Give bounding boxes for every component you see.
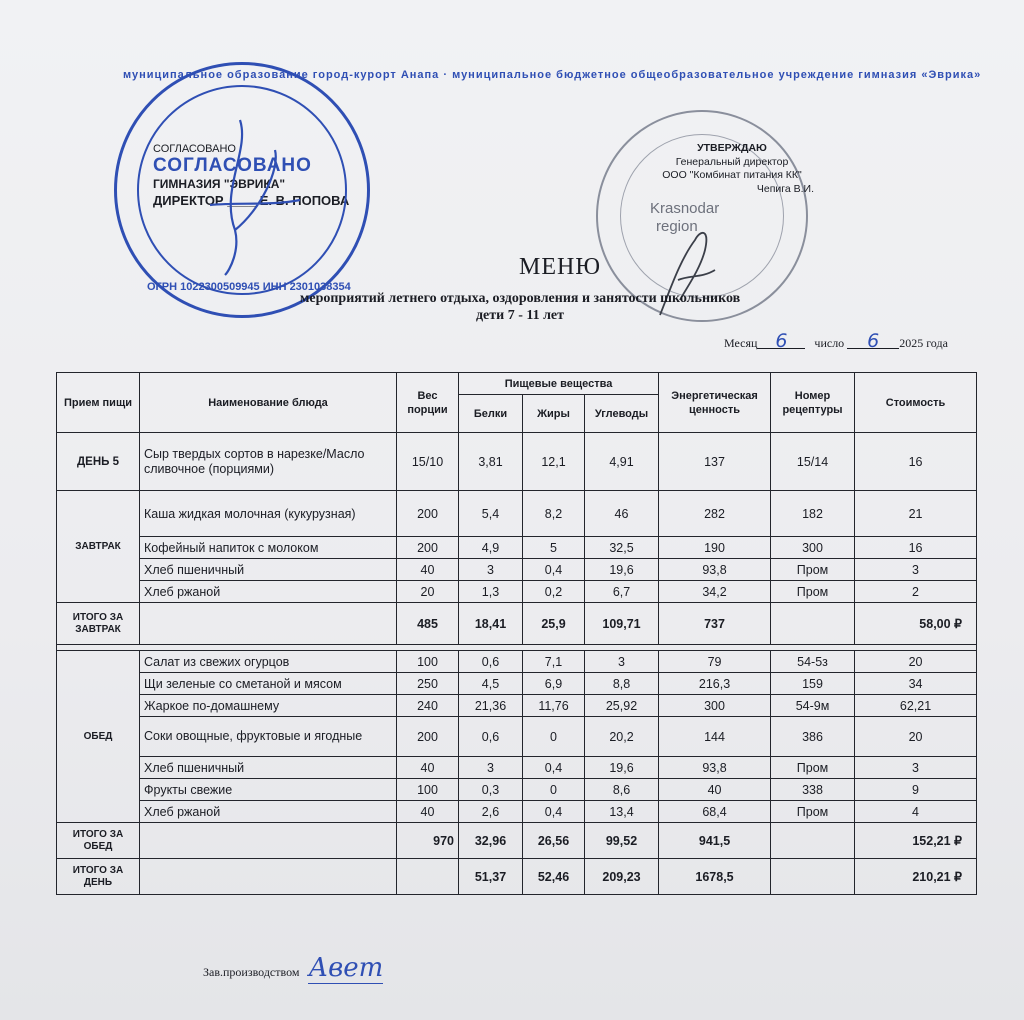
table-row	[57, 581, 977, 603]
table-row	[57, 537, 977, 559]
fat-cell: 25,9	[523, 603, 585, 645]
approval-title: УТВЕРЖДАЮ	[697, 142, 767, 154]
recipe-cell: 159	[771, 673, 855, 695]
recipe-cell: 338	[771, 779, 855, 801]
cost-cell: 2	[855, 581, 977, 603]
stamp-region-line1: Krasnodar	[650, 200, 720, 217]
protein-cell: 0,6	[459, 717, 523, 757]
fat-cell: 6,9	[523, 673, 585, 695]
dish-cell-empty	[140, 603, 397, 645]
carbs-cell: 20,2	[585, 717, 659, 757]
approval-org: ООО "Комбинат питания КК"	[662, 169, 802, 181]
dish-cell-empty	[140, 859, 397, 895]
weight-cell: 240	[397, 695, 459, 717]
weight-cell: 200	[397, 717, 459, 757]
energy-cell: 79	[659, 651, 771, 673]
dish-cell: Хлеб ржаной	[140, 581, 397, 603]
protein-cell: 4,5	[459, 673, 523, 695]
recipe-cell-empty	[771, 859, 855, 895]
fat-cell: 52,46	[523, 859, 585, 895]
date-line	[724, 330, 984, 352]
cost-cell: 3	[855, 559, 977, 581]
recipe-cell-empty	[771, 823, 855, 859]
dish-cell: Хлеб пшеничный	[140, 559, 397, 581]
energy-cell: 68,4	[659, 801, 771, 823]
total-row-lunch	[57, 823, 977, 859]
approval-block	[642, 142, 822, 196]
stamp-org-name: ГИМНАЗИЯ "ЭВРИКА"	[153, 177, 286, 191]
cost-cell: 20	[855, 651, 977, 673]
document-subtitle	[250, 290, 790, 324]
fat-cell: 0,4	[523, 559, 585, 581]
recipe-cell: Пром	[771, 757, 855, 779]
table-row	[57, 717, 977, 757]
cost-cell: 21	[855, 491, 977, 537]
fat-cell: 7,1	[523, 651, 585, 673]
energy-cell: 1678,5	[659, 859, 771, 895]
weight-cell-empty	[397, 859, 459, 895]
recipe-cell: 386	[771, 717, 855, 757]
weight-cell: 100	[397, 651, 459, 673]
carbs-cell: 8,8	[585, 673, 659, 695]
table-row	[57, 779, 977, 801]
recipe-cell: 54-5з	[771, 651, 855, 673]
dish-cell: Фрукты свежие	[140, 779, 397, 801]
cost-cell: 9	[855, 779, 977, 801]
fat-cell: 0	[523, 779, 585, 801]
protein-cell: 3	[459, 757, 523, 779]
protein-cell: 51,37	[459, 859, 523, 895]
recipe-cell: 15/14	[771, 433, 855, 491]
cost-cell: 20	[855, 717, 977, 757]
energy-cell: 190	[659, 537, 771, 559]
protein-cell: 3	[459, 559, 523, 581]
energy-cell: 216,3	[659, 673, 771, 695]
weight-cell: 100	[397, 779, 459, 801]
document-title: МЕНЮ	[519, 254, 601, 280]
stamp-director: ДИРЕКТОР ____ Е. В. ПОПОВА	[153, 193, 350, 208]
fat-cell: 0,4	[523, 757, 585, 779]
weight-cell: 40	[397, 801, 459, 823]
carbs-cell: 25,92	[585, 695, 659, 717]
fat-cell: 0,2	[523, 581, 585, 603]
carbs-cell: 19,6	[585, 559, 659, 581]
dish-cell: Щи зеленые со сметаной и мясом	[140, 673, 397, 695]
cost-cell: 3	[855, 757, 977, 779]
cost-cell: 58,00 ₽	[855, 603, 977, 645]
fat-cell: 26,56	[523, 823, 585, 859]
fat-cell: 8,2	[523, 491, 585, 537]
total-label-day: ИТОГО ЗА ДЕНЬ	[57, 859, 140, 895]
carbs-cell: 32,5	[585, 537, 659, 559]
section-breakfast: ЗАВТРАК	[57, 491, 140, 603]
table-row	[57, 801, 977, 823]
carbs-cell: 99,52	[585, 823, 659, 859]
energy-cell: 300	[659, 695, 771, 717]
weight-cell: 250	[397, 673, 459, 695]
weight-cell: 20	[397, 581, 459, 603]
carbs-cell: 46	[585, 491, 659, 537]
recipe-cell: Пром	[771, 581, 855, 603]
stamp-registration-numbers: ОГРН 1022300509945 ИНН 2301038354	[147, 281, 351, 293]
cost-cell: 152,21 ₽	[855, 823, 977, 859]
dish-cell: Хлеб пшеничный	[140, 757, 397, 779]
protein-cell: 2,6	[459, 801, 523, 823]
energy-cell: 137	[659, 433, 771, 491]
carbs-cell: 109,71	[585, 603, 659, 645]
carbs-cell: 209,23	[585, 859, 659, 895]
dish-cell: Сыр твердых сортов в нарезке/Масло сливочное (порциями)	[140, 433, 397, 491]
protein-cell: 1,3	[459, 581, 523, 603]
production-manager-label: Зав.производством	[203, 965, 300, 979]
section-lunch: ОБЕД	[57, 651, 140, 823]
cost-cell: 62,21	[855, 695, 977, 717]
weight-cell: 40	[397, 559, 459, 581]
fat-cell: 12,1	[523, 433, 585, 491]
protein-cell: 4,9	[459, 537, 523, 559]
header-dish: Наименование блюда	[140, 373, 397, 433]
dish-cell: Каша жидкая молочная (кукурузная)	[140, 491, 397, 537]
protein-cell: 0,6	[459, 651, 523, 673]
protein-cell: 0,3	[459, 779, 523, 801]
dish-cell: Салат из свежих огурцов	[140, 651, 397, 673]
year-label: 2025 года	[899, 336, 948, 350]
carbs-cell: 8,6	[585, 779, 659, 801]
carbs-cell: 6,7	[585, 581, 659, 603]
table-row	[57, 559, 977, 581]
menu-table	[56, 372, 977, 895]
energy-cell: 93,8	[659, 757, 771, 779]
recipe-cell: Пром	[771, 559, 855, 581]
stamp-region-line2: region	[656, 218, 698, 235]
energy-cell: 144	[659, 717, 771, 757]
cost-cell: 16	[855, 433, 977, 491]
fat-cell: 0	[523, 717, 585, 757]
recipe-cell: 182	[771, 491, 855, 537]
protein-cell: 18,41	[459, 603, 523, 645]
cost-cell: 16	[855, 537, 977, 559]
total-row-day	[57, 859, 977, 895]
energy-cell: 93,8	[659, 559, 771, 581]
approval-name: Чепига В.И.	[756, 182, 814, 195]
header-meal: Прием пищи	[57, 373, 140, 433]
dish-cell: Кофейный напиток с молоком	[140, 537, 397, 559]
approval-position: Генеральный директор	[675, 155, 789, 168]
carbs-cell: 3	[585, 651, 659, 673]
table-row	[57, 673, 977, 695]
dish-cell: Соки овощные, фруктовые и ягодные	[140, 717, 397, 757]
cost-cell: 210,21 ₽	[855, 859, 977, 895]
total-label-lunch: ИТОГО ЗА ОБЕД	[57, 823, 140, 859]
header-energy: Энергетическая ценность	[659, 373, 771, 433]
director-signature-icon	[180, 110, 320, 280]
day-value: 6	[847, 334, 899, 349]
carbs-cell: 19,6	[585, 757, 659, 779]
total-row-breakfast	[57, 603, 977, 645]
protein-cell: 21,36	[459, 695, 523, 717]
protein-cell: 3,81	[459, 433, 523, 491]
table-header-row	[57, 373, 977, 395]
energy-cell: 737	[659, 603, 771, 645]
weight-cell: 200	[397, 537, 459, 559]
header-protein: Белки	[459, 395, 523, 433]
energy-cell: 282	[659, 491, 771, 537]
dish-cell: Хлеб ржаной	[140, 801, 397, 823]
fat-cell: 0,4	[523, 801, 585, 823]
stamp-ring-text: муниципальное образование город-курорт Анапа · муниципальное бюджетное общеобразовательное учреждение гимназия «Эврика»	[123, 69, 982, 81]
stamp-agreed-big-label: СОГЛАСОВАНО	[153, 155, 312, 176]
fat-cell: 5	[523, 537, 585, 559]
energy-cell: 34,2	[659, 581, 771, 603]
carbs-cell: 13,4	[585, 801, 659, 823]
cost-cell: 34	[855, 673, 977, 695]
weight-cell: 970	[397, 823, 459, 859]
table-row	[57, 757, 977, 779]
weight-cell: 200	[397, 491, 459, 537]
month-label: Месяц	[724, 336, 758, 350]
weight-cell: 15/10	[397, 433, 459, 491]
header-nutrients: Пищевые вещества	[459, 373, 659, 395]
recipe-cell-empty	[771, 603, 855, 645]
recipe-cell: 54-9м	[771, 695, 855, 717]
recipe-cell: Пром	[771, 801, 855, 823]
subtitle-line-1: мероприятий летнего отдыха, оздоровления и занятости школьников	[299, 291, 741, 306]
cost-cell: 4	[855, 801, 977, 823]
production-manager-signature: Авет	[308, 953, 384, 983]
subtitle-line-2: дети 7 - 11 лет	[475, 308, 565, 323]
table-row	[57, 651, 977, 673]
table-row	[57, 433, 977, 491]
header-fat: Жиры	[523, 395, 585, 433]
carbs-cell: 4,91	[585, 433, 659, 491]
header-carbs: Углеводы	[585, 395, 659, 433]
recipe-cell: 300	[771, 537, 855, 559]
energy-cell: 941,5	[659, 823, 771, 859]
production-manager-line	[203, 953, 383, 983]
month-value: 6	[757, 334, 805, 349]
stamp-agreed-label: СОГЛАСОВАНО	[153, 143, 236, 155]
table-row	[57, 695, 977, 717]
day-label-cell: ДЕНЬ 5	[57, 433, 140, 491]
weight-cell: 40	[397, 757, 459, 779]
weight-cell: 485	[397, 603, 459, 645]
dish-cell-empty	[140, 823, 397, 859]
total-label-breakfast: ИТОГО ЗА ЗАВТРАК	[57, 603, 140, 645]
fat-cell: 11,76	[523, 695, 585, 717]
header-recipe: Номер рецептуры	[771, 373, 855, 433]
header-weight: Вес порции	[397, 373, 459, 433]
dish-cell: Жаркое по-домашнему	[140, 695, 397, 717]
energy-cell: 40	[659, 779, 771, 801]
day-label: число	[814, 336, 845, 350]
protein-cell: 32,96	[459, 823, 523, 859]
protein-cell: 5,4	[459, 491, 523, 537]
header-cost: Стоимость	[855, 373, 977, 433]
table-row	[57, 491, 977, 537]
